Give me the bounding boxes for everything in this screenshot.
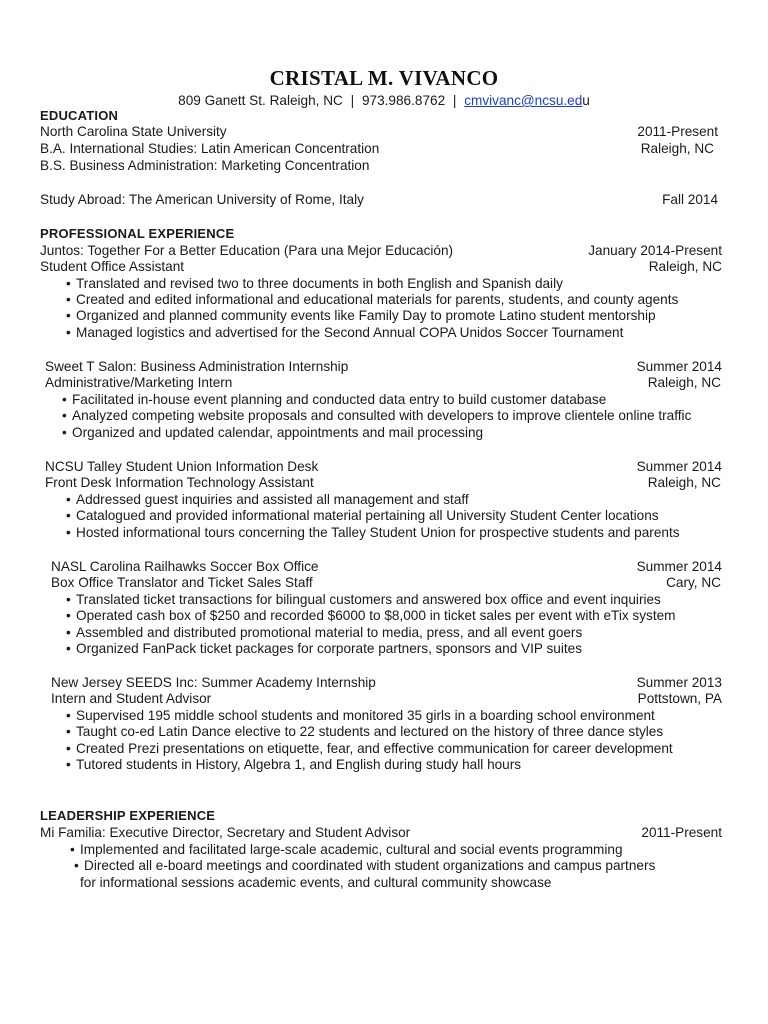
school-location: Raleigh, NC: [640, 141, 714, 156]
job-role-row: [45, 374, 721, 391]
bullet-item: • Supervised 195 middle school students and monitored 35 girls in a boarding school environment: [66, 708, 655, 723]
bullet-item: • Directed all e-board meetings and coordinated with student organizations and campus partners: [74, 858, 656, 873]
degree-bs: B.S. Business Administration: Marketing Concentration: [40, 158, 370, 173]
study-abroad-row: [40, 191, 718, 208]
job-header: [51, 558, 722, 575]
job-role: Box Office Translator and Ticket Sales Staff: [51, 575, 313, 590]
bullet-item: • Taught co-ed Latin Dance elective to 22 students and lectured on the history of three dance styles: [66, 724, 664, 739]
job-date: Summer 2013: [636, 675, 722, 690]
job-header: [40, 242, 722, 259]
bullet-item: • Facilitated in-house event planning and conducted data entry to build customer database: [62, 392, 607, 407]
phone: 973.986.8762: [361, 93, 446, 108]
job-org: NCSU Talley Student Union Information Desk: [45, 459, 319, 474]
address: 809 Ganett St. Raleigh, NC: [178, 93, 343, 108]
job-header: [51, 674, 722, 691]
bullet-item: • Created and edited informational and educational materials for parents, students, and county agents: [66, 292, 679, 307]
education-heading: EDUCATION: [40, 108, 119, 123]
bullet-item: • Addressed guest inquiries and assisted all management and staff: [66, 492, 469, 507]
education-degree-row: [40, 140, 714, 157]
school-name: North Carolina State University: [40, 124, 227, 139]
professional-heading: PROFESSIONAL EXPERIENCE: [40, 226, 235, 241]
job-location: Raleigh, NC: [647, 475, 721, 490]
job-role: Front Desk Information Technology Assistant: [45, 475, 314, 490]
bullet-item: • Operated cash box of $250 and recorded $6000 to $8,000 in ticket sales per event with eTix system: [66, 608, 676, 623]
bullet-item: • Hosted informational tours concerning the Talley Student Union for prospective students and parents: [66, 525, 680, 540]
job-date: Summer 2014: [636, 359, 722, 374]
job-location: Raleigh, NC: [647, 375, 721, 390]
job-role-row: [51, 690, 722, 707]
bullet-item: • Tutored students in History, Algebra 1, and English during study hall hours: [66, 757, 522, 772]
job-header: [45, 458, 722, 475]
job-role: Intern and Student Advisor: [51, 691, 212, 706]
job-date: Summer 2014: [636, 559, 722, 574]
bullet-item: • Managed logistics and advertised for the Second Annual COPA Unidos Soccer Tournament: [66, 325, 624, 340]
job-role: Student Office Assistant: [40, 259, 185, 274]
bullet-item: • Organized FanPack ticket packages for corporate partners, sponsors and VIP suites: [66, 641, 583, 656]
job-location: Raleigh, NC: [648, 259, 722, 274]
email-link[interactable]: cmvivanc@ncsu.ed: [464, 93, 583, 108]
bullet-item: • Translated and revised two to three documents in both English and Spanish daily: [66, 276, 563, 291]
email-tail: u: [582, 93, 590, 108]
job-org: Sweet T Salon: Business Administration Internship: [45, 359, 349, 374]
separator: |: [350, 93, 355, 108]
bullet-item: • Organized and updated calendar, appointments and mail processing: [62, 425, 484, 440]
school-date: 2011-Present: [637, 124, 718, 139]
leadership-date: 2011-Present: [641, 825, 722, 840]
study-abroad-date: Fall 2014: [662, 192, 718, 207]
bullet-item: • Catalogued and provided informational material pertaining all University Student Center locations: [66, 508, 659, 523]
job-role-row: [45, 474, 721, 491]
bullet-item: • Created Prezi presentations on etiquette, fear, and effective communication for career development: [66, 741, 673, 756]
contact-line: [0, 93, 768, 108]
leadership-org-row: [40, 824, 722, 841]
job-role-row: [51, 574, 721, 591]
job-org: Juntos: Together For a Better Education (Para una Mejor Educación): [40, 243, 454, 258]
job-role-row: [40, 258, 722, 275]
job-org: NASL Carolina Railhawks Soccer Box Office: [51, 559, 319, 574]
leadership-heading: LEADERSHIP EXPERIENCE: [40, 808, 216, 823]
job-header: [45, 358, 722, 375]
job-role: Administrative/Marketing Intern: [45, 375, 233, 390]
job-location: Cary, NC: [666, 575, 721, 590]
applicant-name: CRISTAL M. VIVANCO: [269, 66, 499, 90]
leadership-org: Mi Familia: Executive Director, Secretary and Student Advisor: [40, 825, 411, 840]
bullet-item: • Implemented and facilitated large-scale academic, cultural and social events programming: [70, 842, 623, 857]
study-abroad: Study Abroad: The American University of Rome, Italy: [40, 192, 364, 207]
bullet-item: • Translated ticket transactions for bilingual customers and answered box office and event inquiries: [66, 592, 661, 607]
degree-ba: B.A. International Studies: Latin American Concentration: [40, 141, 380, 156]
education-school-row: [40, 123, 718, 140]
bullet-item: • Assembled and distributed promotional material to media, press, and all event goers: [66, 625, 583, 640]
job-location: Pottstown, PA: [637, 691, 722, 706]
bullet-item: • Organized and planned community events like Family Day to promote Latino student mentorship: [66, 308, 656, 323]
bullet-item: • Analyzed competing website proposals and consulted with developers to improve clientele online traffic: [62, 408, 692, 423]
separator: |: [452, 93, 457, 108]
job-date: January 2014-Present: [588, 243, 722, 258]
job-org: New Jersey SEEDS Inc: Summer Academy Internship: [51, 675, 376, 690]
job-date: Summer 2014: [636, 459, 722, 474]
bullet-continuation: for informational sessions academic events, and cultural community showcase: [80, 875, 552, 890]
